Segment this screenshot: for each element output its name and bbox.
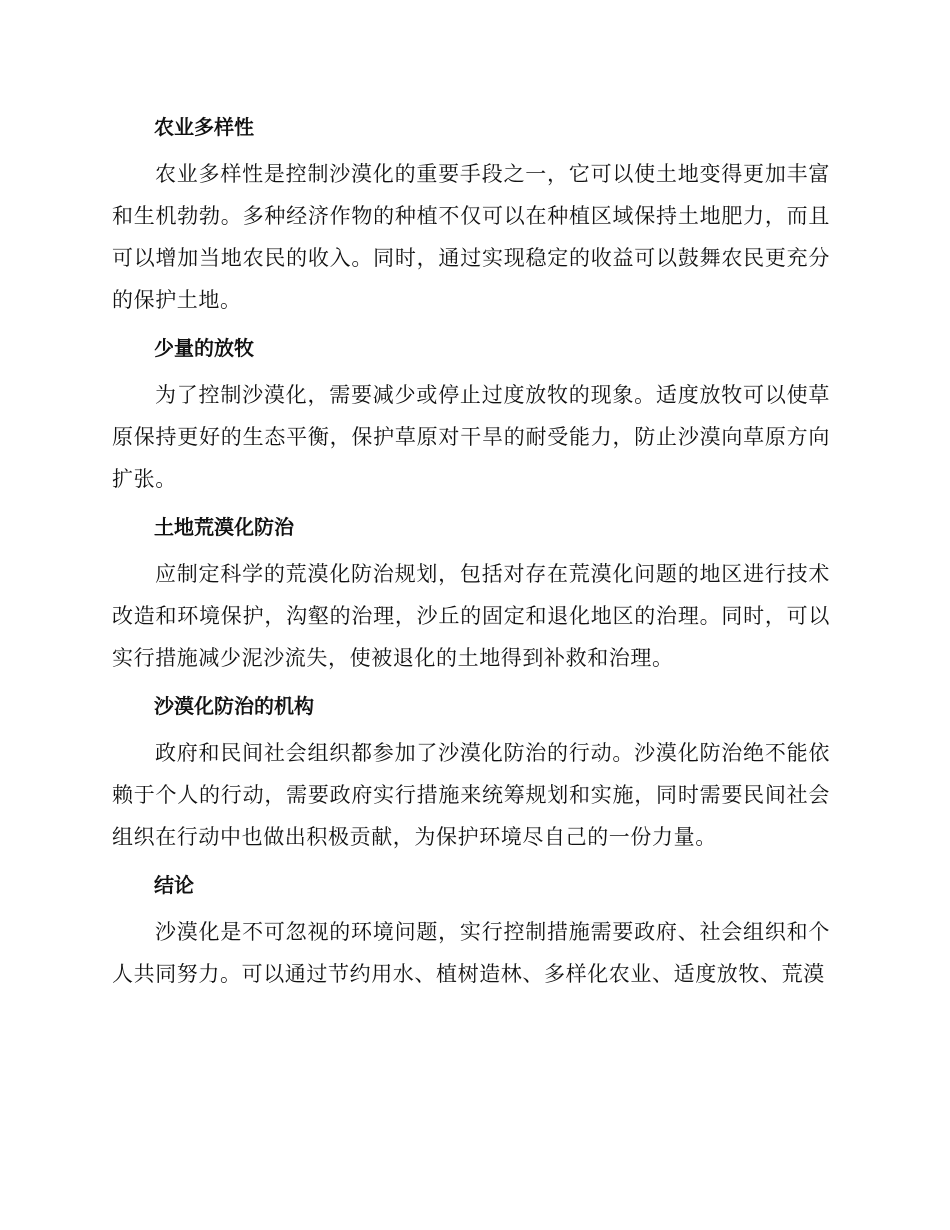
section-paragraph: 为了控制沙漠化，需要减少或停止过度放牧的现象。适度放牧可以使草原保持更好的生态平衡，保护草原对干旱的耐受能力，防止沙漠向草原方向扩张。 xyxy=(112,383,830,491)
section-heading: 土地荒漠化防治 xyxy=(154,515,294,539)
section-paragraph: 应制定科学的荒漠化防治规划，包括对存在荒漠化问题的地区进行技术改造和环境保护，沟壑的治理，沙丘的固定和退化地区的治理。同时，可以实行措施减少泥沙流失，使被退化的土地得到补救和治理。 xyxy=(112,562,830,670)
section-heading: 少量的放牧 xyxy=(154,336,254,360)
section-light-grazing xyxy=(112,327,830,500)
document-page xyxy=(112,106,830,1001)
section-agricultural-diversity xyxy=(112,106,830,321)
section-heading: 沙漠化防治的机构 xyxy=(154,694,314,718)
section-control-institutions xyxy=(112,685,830,858)
section-heading: 结论 xyxy=(154,873,194,897)
section-land-desertification-control xyxy=(112,506,830,679)
section-paragraph: 政府和民间社会组织都参加了沙漠化防治的行动。沙漠化防治绝不能依赖于个人的行动，需要政府实行措施来统筹规划和实施，同时需要民间社会组织在行动中也做出积极贡献，为保护环境尽自己的一份力量。 xyxy=(112,741,830,849)
section-paragraph: 农业多样性是控制沙漠化的重要手段之一，它可以使土地变得更加丰富和生机勃勃。多种经济作物的种植不仅可以在种植区域保持土地肥力，而且可以增加当地农民的收入。同时，通过实现稳定的收益可以鼓舞农民更充分的保护土地。 xyxy=(112,162,830,312)
section-conclusion xyxy=(112,864,830,995)
section-heading: 农业多样性 xyxy=(154,115,254,139)
section-paragraph: 沙漠化是不可忽视的环境问题，实行控制措施需要政府、社会组织和个人共同努力。可以通过节约用水、植树造林、多样化农业、适度放牧、荒漠 xyxy=(112,920,830,986)
